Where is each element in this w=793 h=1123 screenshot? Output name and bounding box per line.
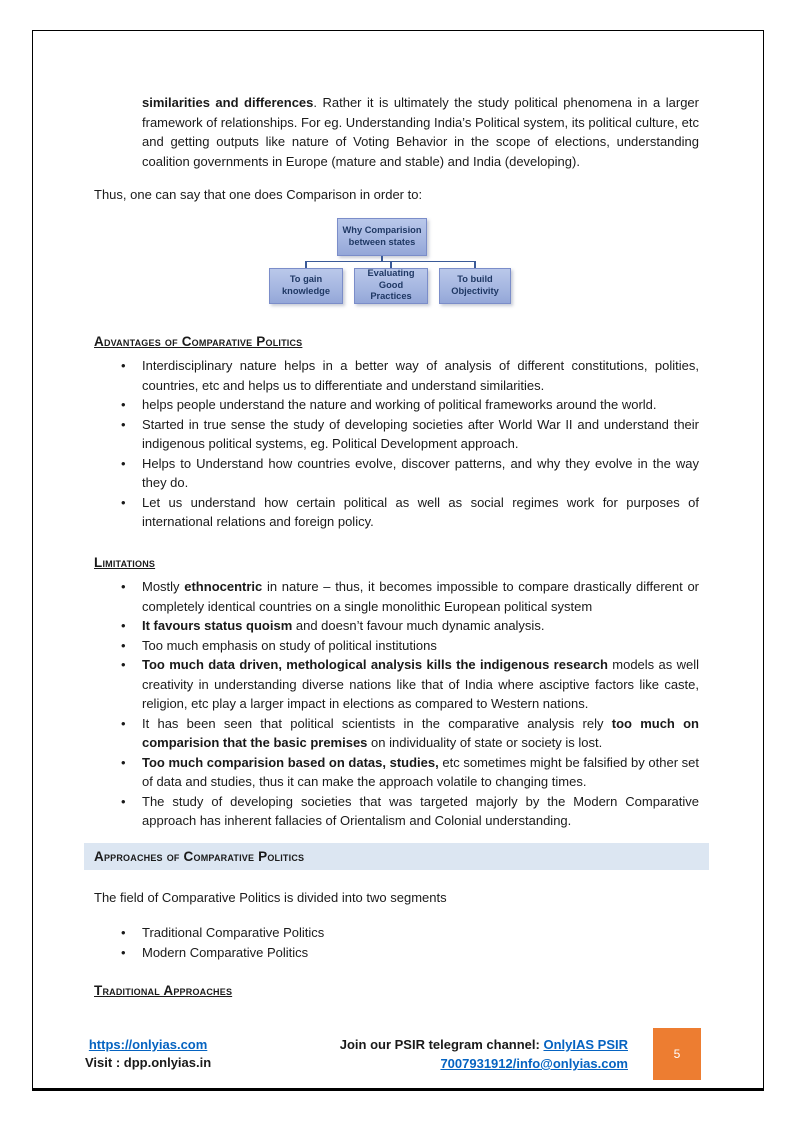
list-item: • Let us understand how certain political as well as social regimes work for purposes of international relations and foreign policy. bbox=[94, 493, 699, 532]
diagram-child-box-knowledge: To gain knowledge bbox=[269, 268, 343, 304]
limitations-heading: Limitations bbox=[94, 554, 156, 570]
document-page bbox=[32, 30, 764, 1091]
list-item: • Mostly ethnocentric in nature – thus, it becomes impossible to compare drastically different or completely identical countries on a single monolithic European political system bbox=[94, 577, 699, 616]
list-item: • Traditional Comparative Politics bbox=[94, 923, 699, 943]
list-item: • Interdisciplinary nature helps in a better way of analysis of different constitutions, polities, countries, etc and helps us to differentiate and understand similarities. bbox=[94, 356, 699, 395]
diagram-child-box-objectivity: To build Objectivity bbox=[439, 268, 511, 304]
list-item: • Started in true sense the study of developing societies after World War II and understand their indigenous political systems, eg. Political Development approach. bbox=[94, 415, 699, 454]
why-comparison-diagram bbox=[94, 218, 699, 308]
footer-telegram-block bbox=[211, 1035, 628, 1073]
approaches-heading-band: Approaches of Comparative Politics bbox=[84, 843, 709, 871]
telegram-channel-link[interactable]: OnlyIAS PSIR bbox=[543, 1037, 628, 1052]
intro-paragraph: similarities and differences. Rather it is ultimately the study political phenomena in a larger framework of relationships. For eg. Understanding India’s Political system, its political culture, etc and getting outputs like nature of Voting Behavior in the scope of elections, understanding coalition governments in Europe (mature and stable) and India (developing). bbox=[142, 95, 699, 169]
diagram-child-box-practices: Evaluating Good Practices bbox=[354, 268, 428, 304]
list-item: • It favours status quoism and doesn’t favour much dynamic analysis. bbox=[94, 616, 699, 636]
page-number-badge: 5 bbox=[653, 1028, 701, 1080]
onlyias-site-link[interactable]: https://onlyias.com bbox=[88, 1037, 208, 1052]
telegram-label: Join our PSIR telegram channel: bbox=[339, 1037, 544, 1052]
list-item: • Too much comparision based on datas, studies, etc sometimes might be falsified by other set of data and studies, thus it can make the approach volatile to changing times. bbox=[94, 753, 699, 792]
list-item: • helps people understand the nature and working of political frameworks around the world. bbox=[94, 395, 699, 415]
diagram-root-box: Why Comparision between states bbox=[337, 218, 427, 256]
advantages-list bbox=[94, 356, 699, 532]
list-item: • The study of developing societies that was targeted majorly by the Modern Comparative approach has inherent fallacies of Orientalism and Colonial understanding. bbox=[94, 792, 699, 831]
lead-in-text: Thus, one can say that one does Comparison in order to: bbox=[94, 187, 423, 202]
list-item: • It has been seen that political scientists in the comparative analysis rely too much on comparision that the basic premises on individuality of state or society is lost. bbox=[94, 714, 699, 753]
footer-left-block bbox=[85, 1036, 211, 1072]
list-item: • Too much emphasis on study of political institutions bbox=[94, 636, 699, 656]
list-item: • Helps to Understand how countries evolve, discover patterns, and why they evolve in the way they do. bbox=[94, 454, 699, 493]
list-item: • Too much data driven, methological analysis kills the indigenous research models as well creativity in understanding diverse nations like that of India where asciptive factors like caste, religion, etc play a larger impact in elections as compared to Western nations. bbox=[94, 655, 699, 714]
list-item: • Modern Comparative Politics bbox=[94, 943, 699, 963]
traditional-approaches-heading: Traditional Approaches bbox=[94, 982, 233, 998]
advantages-heading: Advantages of Comparative Politics bbox=[94, 333, 303, 349]
approaches-intro-text: The field of Comparative Politics is divided into two segments bbox=[94, 890, 447, 905]
visit-text: Visit : dpp.onlyias.in bbox=[85, 1055, 212, 1070]
approaches-list bbox=[94, 923, 699, 963]
contact-link[interactable]: 7007931912/info@onlyias.com bbox=[440, 1056, 628, 1071]
page-footer bbox=[85, 1028, 701, 1080]
limitations-list bbox=[94, 577, 699, 831]
page-content bbox=[33, 31, 763, 1000]
